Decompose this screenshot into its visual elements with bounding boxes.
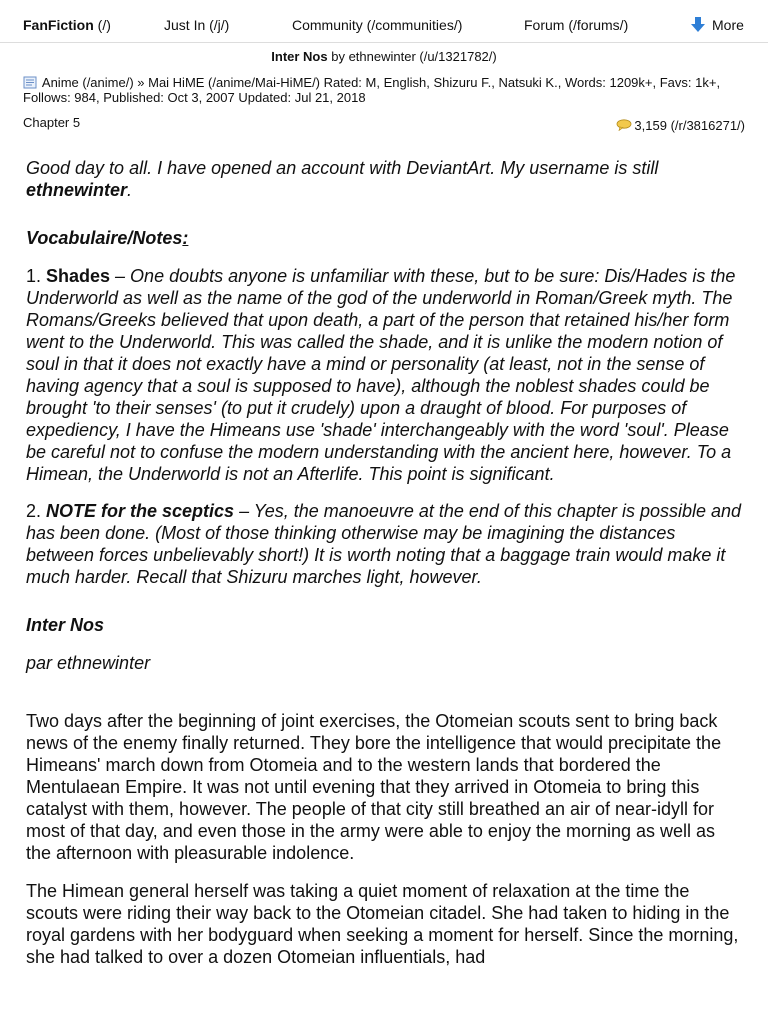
story-meta-text: Anime (/anime/) » Mai HiME (/anime/Mai-HiME/) Rated: M, English, Shizuru F., Natsuki K., Words: 1209k+, Favs: 1k+, Follows: 984, Published: Oct 3, 2007 Updated: Jul 21, 2018 xyxy=(23,75,721,105)
story-inner-title xyxy=(26,614,742,636)
nav-community-link[interactable]: Community (/communities/) xyxy=(292,17,463,33)
author-intro xyxy=(26,157,742,201)
story-paragraph-1: Two days after the beginning of joint exercises, the Otomeian scouts sent to bring back news of the enemy finally returned. They bore the intelligence that would precipitate the Himeans' march down from Otomeia and to the western lands that bordered the Mentulaean Empire. It was not until evening that they arrived in Otomeia to bring this catalyst with them, however. The people of that city still breathed an air of near-idyll for most of that day, and even those in the army were able to enjoy the morning as well as the afternoon with pleasurable indolence. xyxy=(26,711,722,863)
story-paragraph-2: The Himean general herself was taking a quiet moment of relaxation at the time the scouts were riding their way back to the Otomeian citadel. She had taken to hiding in the royal gardens with her bodyguard when seeking a moment for herself. Since the morning, she had talked to over a dozen Otomeian influentials, had xyxy=(26,881,739,967)
intro-username: ethnewinter xyxy=(26,180,128,200)
reviews-count: 3,159 (/r/3816271/) xyxy=(634,117,745,133)
note-2 xyxy=(26,500,742,588)
note-1-text: – One doubts anyone is unfamiliar with these, but to be sure: Dis/Hades is the Underworld as well as the name of the god of the underworld in Roman/Greek myth. The Romans/Greeks believed that upon death, a part of the person that retained his/her form went to the Underworld. This was called the shade, and it is unlike the modern notion of soul in that it does not exactly have a mind or personality (at least, not in the sense of having agency that a soul is supposed to have), although the noblest shades could be brought 'to their senses' (to put it crudely) upon a draught of blood. For purposes of expediency, I have the Himeans use 'shade' interchangeably with the word 'soul'. Please be careful not to confuse the modern understanding with the ancient here, however. To a Himean, the Underworld is not an Afterlife. This point is significant. xyxy=(26,266,736,484)
nav-more-button[interactable] xyxy=(690,16,744,34)
document-icon xyxy=(23,76,37,89)
speech-bubble-icon xyxy=(616,119,632,131)
nav-just-in-link[interactable]: Just In (/j/) xyxy=(164,17,230,33)
story-meta xyxy=(0,67,768,105)
nav-home-link[interactable] xyxy=(23,17,111,33)
inner-title-text: Inter Nos xyxy=(26,615,105,635)
story-author-link[interactable]: by ethnewinter (/u/1321782/) xyxy=(327,49,497,64)
download-arrow-icon xyxy=(690,16,706,34)
nav-more-label: More xyxy=(712,17,744,33)
note-2-number: 2. xyxy=(26,501,47,521)
story-header xyxy=(0,47,768,67)
note-1-term: Shades xyxy=(46,266,111,286)
story-byline: par ethnewinter xyxy=(26,653,151,673)
note-2-term: NOTE for the sceptics xyxy=(46,501,235,521)
brand-label: FanFiction xyxy=(23,17,94,33)
intro-end: . xyxy=(127,180,133,200)
top-navigation xyxy=(0,0,768,43)
intro-text: Good day to all. I have opened an account with DeviantArt. My username is still xyxy=(26,158,659,178)
vocab-colon: : xyxy=(182,228,189,248)
note-1 xyxy=(26,265,742,485)
chapter-row xyxy=(0,105,768,135)
story-content xyxy=(0,135,768,968)
story-title: Inter Nos xyxy=(271,49,328,64)
note-2-text: – Yes, the manoeuvre at the end of this chapter is possible and has been done. (Most of those thinking otherwise may be imagining the distances between forces unbelievably short!) It is worth noting that a baggage train would make it much harder. Recall that Shizuru marches light, however. xyxy=(26,501,742,587)
vocab-label: Vocabulaire/Notes xyxy=(26,228,183,248)
nav-forum-link[interactable]: Forum (/forums/) xyxy=(524,17,629,33)
brand-url: (/) xyxy=(93,17,111,33)
reviews-link[interactable] xyxy=(616,115,745,135)
vocab-heading xyxy=(26,227,742,249)
note-1-number: 1. xyxy=(26,266,47,286)
chapter-label[interactable]: Chapter 5 xyxy=(23,115,81,130)
